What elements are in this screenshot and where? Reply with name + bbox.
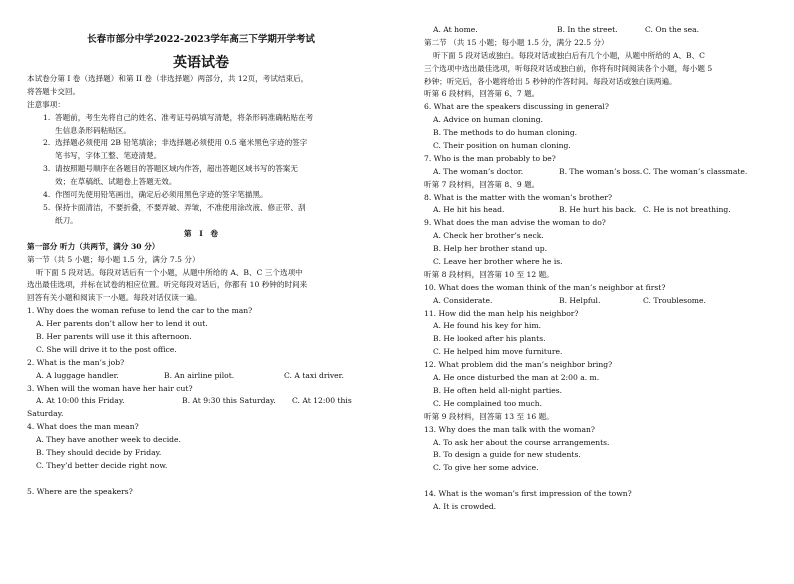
question-stem: 8. What is the matter with the woman’s brother? [424,192,613,202]
section2-instructions: 秒钟；听完后，各小题将给出 5 秒钟的作答时间。每段对话或独白读两遍。 [424,76,677,86]
answer-option: B. He often held all-night parties. [433,385,563,395]
answer-option: A. Check her brother’s neck. [433,231,544,241]
section1-instructions: 听下面 5 段对话。每段对话后有一个小题，从题中所给的 A、B、C 三个选项中 [36,267,303,277]
answer-option: B. Help her brother stand up. [433,244,548,254]
answer-option: C. Their position on human cloning. [433,141,571,151]
answer-option: A. It is crowded. [433,502,497,512]
answer-option: B. The woman’s boss. [559,166,643,176]
note-item-cont: 笔书写，字体工整、笔迹清楚。 [55,151,162,161]
left-column [27,0,375,560]
answer-option: A. To ask her about the course arrangements. [433,437,610,447]
answer-option: B. Her parents will use it this afternoon. [36,331,192,341]
question-stem: 7. Who is the man probably to be? [424,153,556,163]
answer-option: A. He once disturbed the man at 2:00 a. m. [433,373,600,383]
answer-option: B. To design a guide for new students. [433,450,581,460]
answer-option: A. A luggage handler. [36,370,119,380]
answer-option: B. They should decide by Friday. [36,447,162,457]
note-item: 3. 请按照题号顺序在各题目的答题区域内作答，超出答题区域书写的答案无 [43,164,298,174]
option-row [424,204,772,217]
answer-option: A. He hit his head. [433,205,505,215]
right-column [424,0,772,584]
option-row [424,166,772,179]
answer-option: A. At 10:00 this Friday. [36,396,125,406]
intro-line: 将答题卡交回。 [27,86,81,96]
answer-option: C. A taxi driver. [284,370,344,380]
subject-title: 英语试卷 [173,55,229,71]
question-stem: 5. Where are the speakers? [27,486,133,496]
answer-option: C. At 12:00 this [292,396,352,406]
note-item-cont: 纸刀。 [55,215,78,225]
question-stem: 11. How did the man help his neighbor? [424,308,579,318]
section1-instructions: 选出最佳选项，并标在试卷的相应位置。听完每段对话后，你都有 10 秒钟的时间来 [27,280,308,290]
question-stem: 6. What are the speakers discussing in general? [424,102,609,112]
question-stem: 10. What does the woman think of the man’s neighbor at first? [424,282,666,292]
answer-option: B. An airline pilot. [164,370,235,380]
answer-option: A. Her parents don’t allow her to lend it out. [36,319,208,329]
answer-option: C. He helped him move furniture. [433,347,563,357]
note-item: 5. 保持卡面清洁，不要折叠，不要弄破、弄皱，不准使用涂改液、修正带、刮 [43,203,306,213]
answer-option: A. The woman’s doctor. [433,166,524,176]
answer-option: C. They’d better decide right now. [36,460,168,470]
note-item: 2. 选择题必须使用 2B 铅笔填涂；非选择题必须使用 0.5 毫米黑色字迹的签字 [43,138,308,148]
question-stem: 13. Why does the man talk with the woman? [424,424,595,434]
section2-heading: 第二节 （共 15 小题；每小题 1.5 分，满分 22.5 分） [424,37,609,47]
question-stem: 3. When will the woman have her hair cut? [27,383,193,393]
note-item-cont: 生信息条形码粘贴区。 [55,125,131,135]
intro-line: 本试卷分第 I 卷（选择题）和第 II 卷（非选择题）两部分，共 12页，考试结束后， [27,74,309,83]
answer-option: C. He complained too much. [433,398,543,408]
answer-option: C. The woman’s classmate. [643,166,748,176]
section1-instructions: 回答有关小题和阅读下一小题。每段对话仅读一遍。 [27,293,202,303]
answer-option: A. Advice on human cloning. [433,115,543,125]
answer-option: B. He looked after his plants. [433,334,546,344]
question-stem: 4. What does the man mean? [27,422,139,432]
option-row [424,24,772,37]
option-row [27,370,375,383]
note-item-cont: 效；在草稿纸、试题卷上答题无效。 [55,177,177,187]
school-title: 长春市部分中学2022-2023学年高三下学期开学考试 [87,34,315,45]
answer-option: A. He found his key for him. [433,321,542,331]
section2-instructions: 听下面 5 段对话或独白。每段对话或独白后有几个小题，从题中所给的 A、B、C [433,50,705,60]
option-row [424,295,772,308]
material-heading: 听第 6 段材料，回答第 6、7 题。 [424,89,540,99]
answer-option: A. They have another week to decide. [36,435,181,445]
answer-option: B. In the street. [557,25,618,34]
answer-option: B. The methods to do human cloning. [433,128,578,138]
answer-option: C. On the sea. [645,25,700,34]
answer-option: C. He is not breathing. [643,205,731,215]
note-item: 1. 答题前，考生先将自己的姓名、准考证号码填写清楚，将条形码准确粘贴在考 [43,112,314,122]
answer-option: A. At home. [433,25,478,34]
material-heading: 听第 8 段材料，回答第 10 至 12 题。 [424,269,554,279]
answer-option: B. Helpful. [559,295,601,305]
option-row [27,395,375,408]
answer-option: C. She will drive it to the post office. [36,344,177,354]
question-stem: 2. What is the man’s job? [27,357,125,367]
answer-option: C. Leave her brother where he is. [433,257,563,267]
notes-heading: 注意事项： [27,99,65,109]
question-stem: 1. Why does the woman refuse to lend the car to the man? [27,306,253,316]
question-stem: 14. What is the woman’s first impression of the town? [424,489,632,499]
question-stem: 12. What problem did the man’s neighbor bring? [424,360,613,370]
answer-option: C. Troublesome. [643,295,706,305]
answer-option: C. To give her some advice. [433,463,539,473]
volume-heading: 第 I 卷 [184,228,218,238]
material-heading: 听第 9 段材料，回答第 13 至 16 题。 [424,411,554,421]
answer-option: A. Considerate. [433,295,493,305]
section1-heading: 第一节（共 5 小题；每小题 1.5 分，满分 7.5 分） [27,254,200,264]
material-heading: 听第 7 段材料，回答第 8、9 题。 [424,179,540,189]
question-stem: 9. What does the man advise the woman to do? [424,218,606,228]
answer-option: B. At 9:30 this Saturday. [182,396,276,406]
option-continuation: Saturday. [27,409,64,419]
note-item: 4. 作图可先使用铅笔画出，确定后必须用黑色字迹的签字笔描黑。 [43,190,268,200]
section2-instructions: 三个选项中选出最佳选项，听每段对话或独白前，你将有时间阅读各个小题，每小题 5 [424,63,713,73]
part1-heading: 第一部分 听力（共两节，满分 30 分） [27,241,160,251]
answer-option: B. He hurt his back. [559,205,637,215]
